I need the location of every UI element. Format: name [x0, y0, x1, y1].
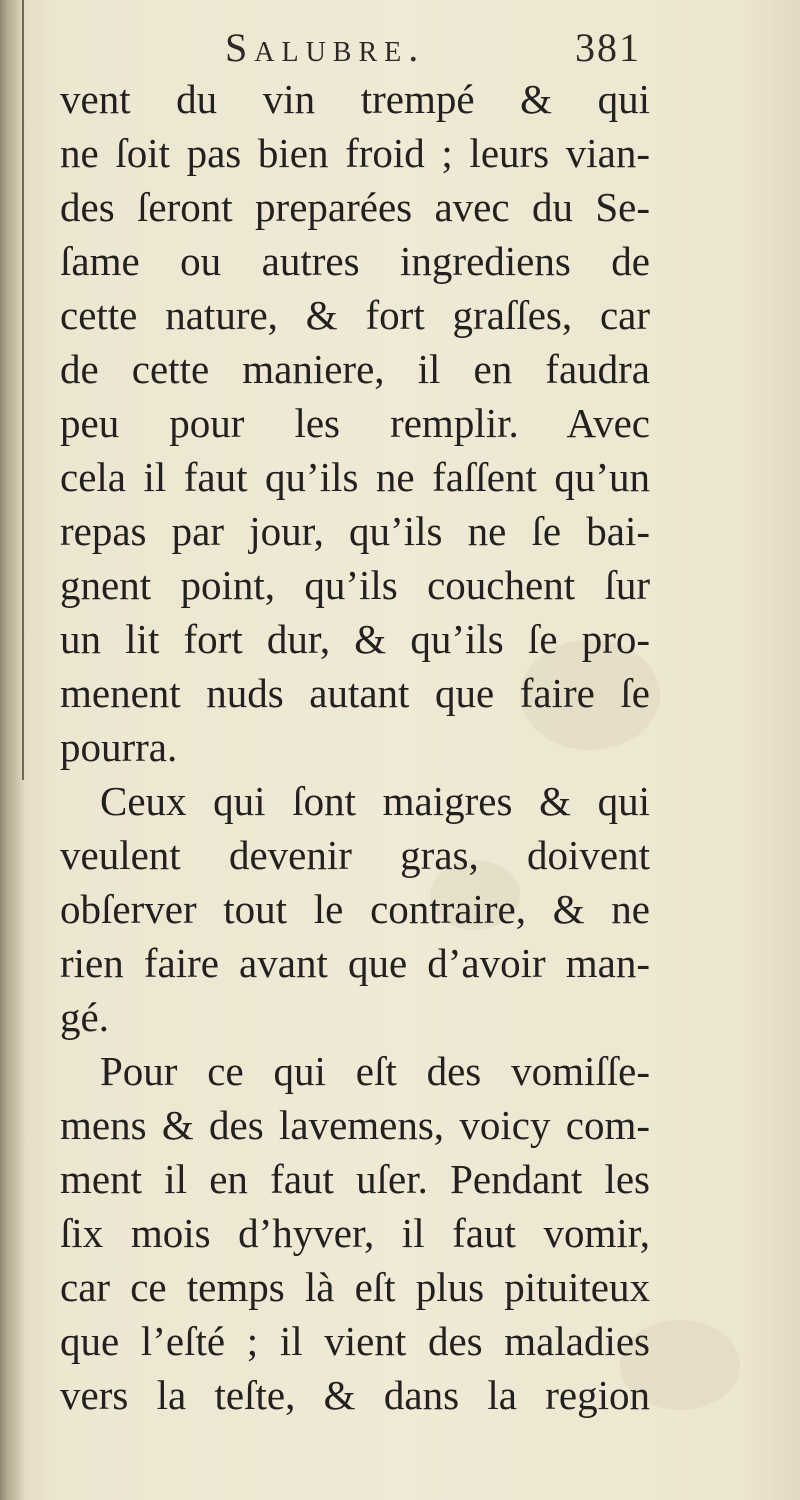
- text-line: menent nuds autant que faire ſe: [60, 670, 650, 716]
- text-line: car ce temps là eſt plus pituiteux: [60, 1264, 650, 1310]
- text-line: de cette maniere, il en faudra: [60, 346, 650, 392]
- body-text: [60, 72, 650, 1422]
- page-number: 381: [575, 25, 641, 70]
- text-line: gé.: [60, 994, 109, 1040]
- paragraph-start-line: Pour ce qui eſt des vomiſſe-: [100, 1048, 650, 1094]
- text-line: pourra.: [60, 724, 178, 770]
- text-line: peu pour les remplir. Avec: [60, 400, 650, 446]
- text-line: un lit fort dur, & qu’ils ſe pro-: [60, 616, 650, 662]
- text-line: ne ſoit pas bien froid ; leurs vian-: [60, 130, 650, 176]
- text-line: des ſeront preparées avec du Se-: [60, 184, 650, 230]
- text-line: vers la teſte, & dans la region: [60, 1372, 650, 1418]
- text-line: rien faire avant que d’avoir man-: [60, 940, 650, 986]
- text-line: que l’eſté ; il vient des maladies: [60, 1318, 650, 1364]
- text-line: veulent devenir gras, doivent: [60, 832, 650, 878]
- text-line: cette nature, & fort graſſes, car: [60, 292, 650, 338]
- text-line: vent du vin trempé & qui: [60, 76, 650, 122]
- paragraph-start-line: Ceux qui ſont maigres & qui: [100, 778, 650, 824]
- text-line: ſix mois d’hyver, il faut vomir,: [60, 1210, 650, 1256]
- running-head: [60, 18, 660, 78]
- text-line: repas par jour, qu’ils ne ſe bai-: [60, 508, 650, 554]
- text-line: mens & des lavemens, voicy com-: [60, 1102, 650, 1148]
- gutter-line: [22, 0, 24, 780]
- text-line: cela il faut qu’ils ne faſſent qu’un: [60, 454, 650, 500]
- text-line: obſerver tout le contraire, & ne: [60, 886, 650, 932]
- text-line: ment il en faut uſer. Pendant les: [60, 1156, 650, 1202]
- running-title: Salubre.: [225, 25, 426, 70]
- text-line: gnent point, qu’ils couchent ſur: [60, 562, 650, 608]
- text-line: ſame ou autres ingrediens de: [60, 238, 650, 284]
